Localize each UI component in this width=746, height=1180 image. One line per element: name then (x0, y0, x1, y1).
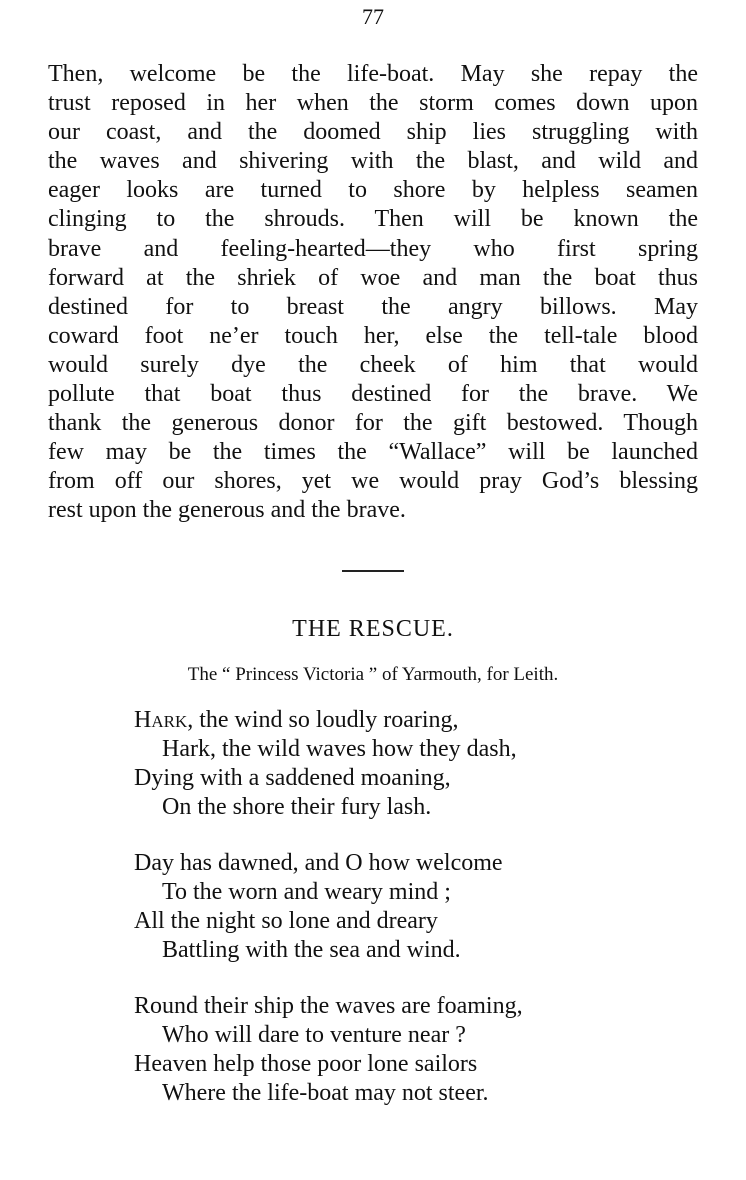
poem-subtitle: The “ Princess Victoria ” of Yarmouth, for Leith. (187, 664, 559, 685)
poem-line: To the worn and weary mind ; (162, 879, 451, 905)
prose-paragraph (48, 60, 698, 526)
poem-stanza (0, 992, 746, 1108)
poem-stanza (0, 706, 746, 822)
poem-body (0, 706, 746, 1135)
prose-line: destined for to breast the angry billows. May (48, 293, 698, 320)
prose-line: the waves and shivering with the blast, and wild and (48, 148, 698, 175)
page-number: 77 (362, 4, 384, 29)
poem-line-rest: , the wind so loudly roaring, (187, 707, 459, 733)
prose-line: clinging to the shrouds. Then will be known the (48, 206, 698, 233)
poem-line: Hark, the wild waves how they dash, (162, 736, 517, 762)
prose-line: from off our shores, yet we would pray God’s blessing (48, 468, 698, 495)
prose-line: pollute that boat thus destined for the brave. We (48, 381, 698, 408)
poem-line: Day has dawned, and O how welcome (134, 850, 503, 876)
prose-line: coward foot ne’er touch her, else the tell-tale blood (48, 322, 698, 349)
poem-first-word: Hark (134, 707, 188, 733)
prose-line: would surely dye the cheek of him that would (48, 351, 698, 378)
poem-line: Battling with the sea and wind. (162, 937, 461, 963)
poem-line: Heaven help those poor lone sailors (134, 1051, 478, 1077)
poem-title: THE RESCUE. (292, 616, 454, 642)
prose-line: our coast, and the doomed ship lies struggling with (48, 119, 698, 146)
poem-line: Where the life-boat may not steer. (162, 1080, 489, 1106)
prose-line: trust reposed in her when the storm comes down upon (48, 90, 698, 117)
prose-line: brave and feeling-hearted—they who first spring (48, 235, 698, 262)
section-divider (342, 570, 404, 572)
poem-stanza (0, 849, 746, 965)
prose-line: forward at the shriek of woe and man the boat thus (48, 264, 698, 291)
prose-line: rest upon the generous and the brave. (48, 497, 406, 524)
prose-line: thank the generous donor for the gift bestowed. Though (48, 410, 698, 437)
prose-line: few may be the times the “Wallace” will be launched (48, 439, 698, 466)
poem-line: Who will dare to venture near ? (162, 1022, 466, 1048)
poem-line (0, 706, 746, 735)
poem-line: On the shore their fury lash. (162, 794, 432, 820)
prose-line: eager looks are turned to shore by helpless seamen (48, 177, 698, 204)
poem-line: All the night so lone and dreary (134, 908, 438, 934)
poem-line: Dying with a saddened moaning, (134, 765, 451, 791)
prose-line: Then, welcome be the life-boat. May she repay the (48, 61, 698, 87)
poem-line: Round their ship the waves are foaming, (134, 993, 523, 1019)
